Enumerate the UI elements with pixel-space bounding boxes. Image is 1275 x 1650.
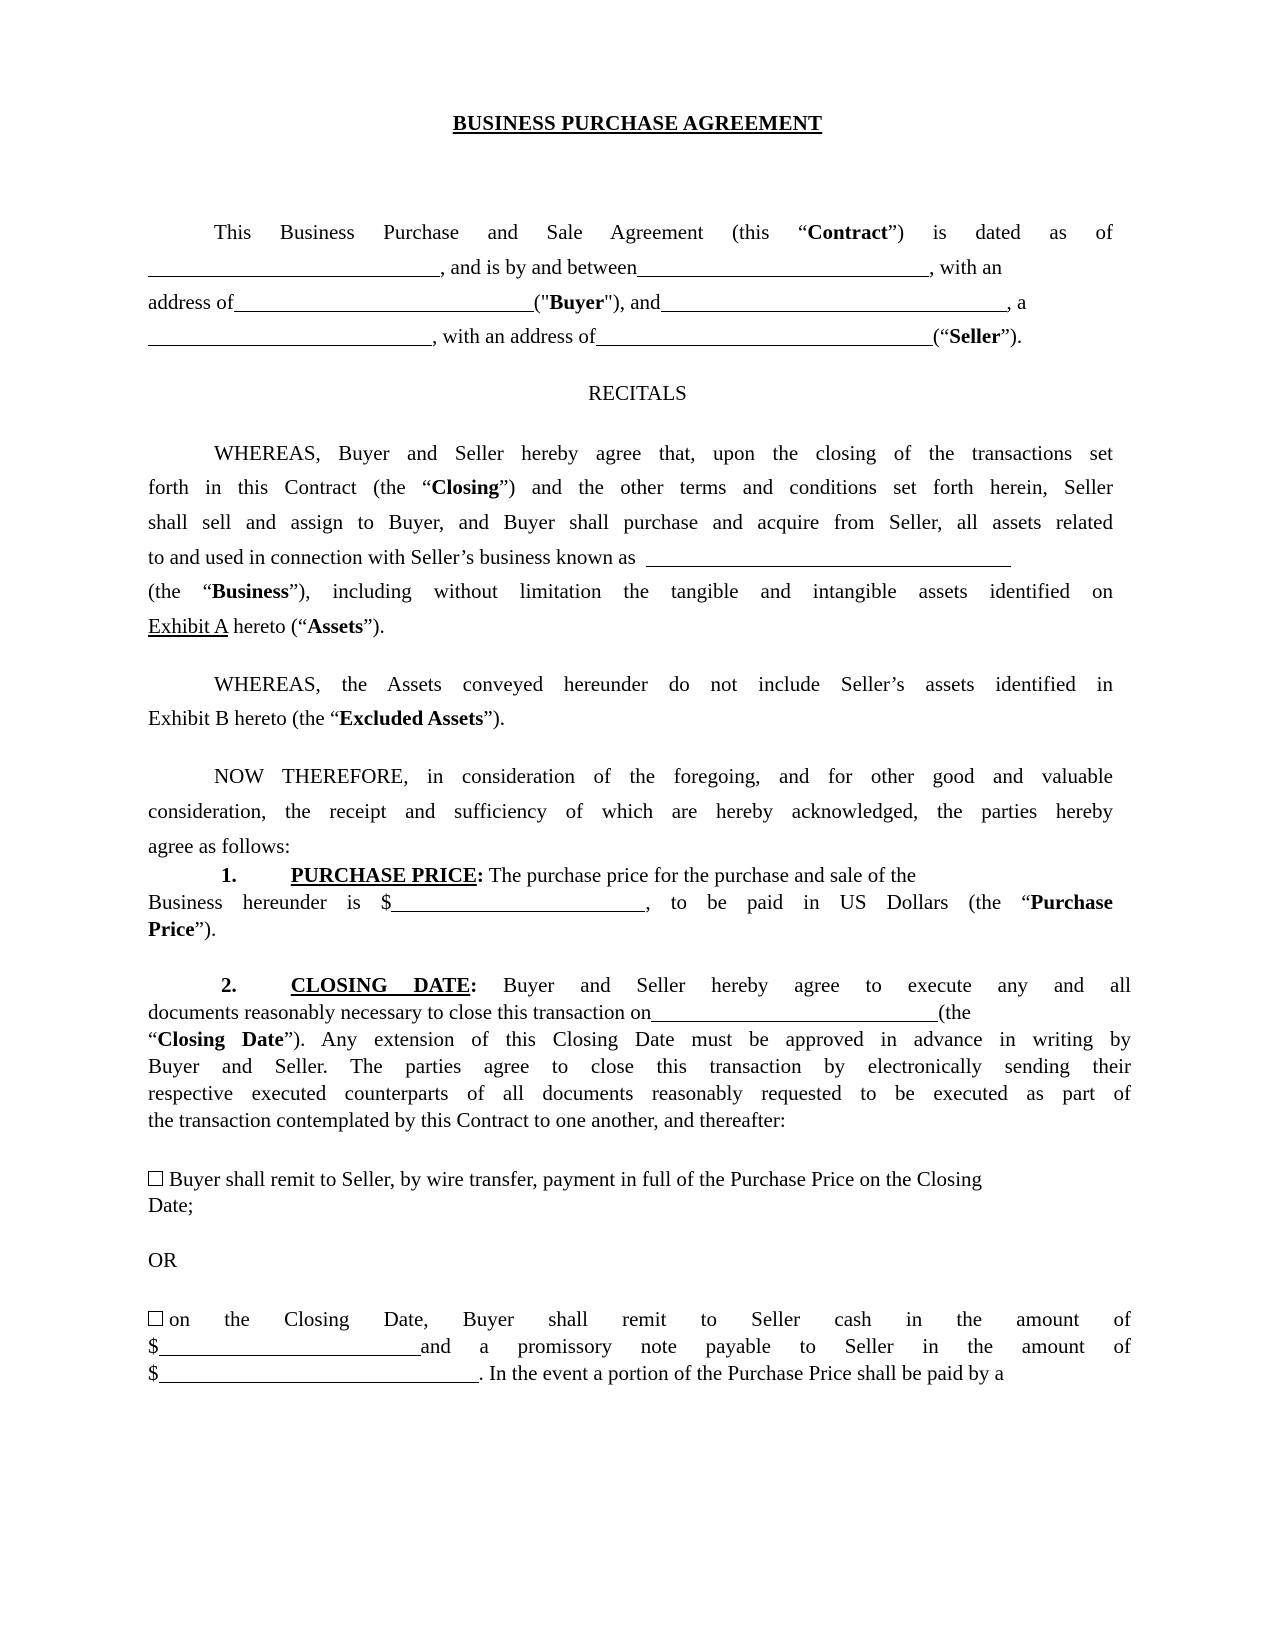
section1-line-1: 1. PURCHASE PRICE: The purchase price for the purchase and sale of the	[221, 863, 917, 887]
now-therefore-line-2: consideration, the receipt and sufficiency of which are hereby acknowledged, the parties hereby	[148, 799, 1113, 823]
option1-line-2: Date;	[148, 1193, 194, 1217]
section2-heading: CLOSING DATE	[290, 973, 471, 997]
section2-line-2: documents reasonably necessary to close this transaction on (the	[148, 1000, 971, 1024]
section1-heading: PURCHASE PRICE	[290, 863, 477, 887]
whereas1-line-6: Exhibit A hereto (“Assets”).	[148, 614, 385, 638]
section2-line-1: 2. CLOSING DATE: Buyer and Seller hereby agree to execute any and all	[221, 973, 1131, 997]
whereas1-line-1: WHEREAS, Buyer and Seller hereby agree that, upon the closing of the transactions set	[214, 441, 1113, 465]
or-text: OR	[148, 1248, 178, 1272]
whereas2-line-2: Exhibit B hereto (the “Excluded Assets”).	[148, 706, 505, 730]
section2-line-3: “Closing Date”). Any extension of this Closing Date must be approved in advance in writing by	[148, 1027, 1131, 1051]
note-amount-blank[interactable]	[159, 1361, 479, 1383]
section2-line-4: Buyer and Seller. The parties agree to close this transaction by electronically sending their	[148, 1054, 1131, 1078]
option1-line-1: Buyer shall remit to Seller, by wire transfer, payment in full of the Purchase Price on the Closing	[148, 1167, 982, 1192]
party-blank[interactable]	[637, 255, 929, 277]
intro-line-2: , and is by and between , with an	[148, 255, 1002, 280]
intro-line-4: , with an address of (“Seller”).	[148, 324, 1022, 349]
section1-number: 1.	[221, 863, 237, 887]
section2-number: 2.	[221, 973, 237, 997]
document-title: BUSINESS PURCHASE AGREEMENT	[452, 111, 823, 135]
option2-checkbox[interactable]	[148, 1311, 163, 1326]
section2-line-6: the transaction contemplated by this Contract to one another, and thereafter:	[148, 1108, 786, 1132]
whereas2-line-1: WHEREAS, the Assets conveyed hereunder do not include Seller’s assets identified in	[214, 672, 1113, 696]
now-therefore-line-1: NOW THEREFORE, in consideration of the foregoing, and for other good and valuable	[214, 764, 1113, 788]
cash-amount-blank[interactable]	[159, 1334, 421, 1356]
purchase-price-blank[interactable]	[391, 890, 645, 912]
option2-line-3: $ . In the event a portion of the Purchase Price shall be paid by a	[148, 1361, 1004, 1385]
business-name-blank[interactable]	[646, 545, 1011, 567]
section2-line-5: respective executed counterparts of all documents reasonably requested to be executed as part of	[148, 1081, 1131, 1105]
closing-date-blank[interactable]	[651, 1000, 938, 1022]
option1-checkbox[interactable]	[148, 1171, 163, 1186]
entity-type-blank[interactable]	[148, 324, 432, 346]
now-therefore-line-3: agree as follows:	[148, 834, 291, 858]
recitals-heading: RECITALS	[588, 381, 687, 405]
section1-line-3: Price”).	[148, 917, 217, 941]
seller-address-blank[interactable]	[596, 324, 933, 346]
whereas1-line-3: shall sell and assign to Buyer, and Buyer shall purchase and acquire from Seller, all assets related	[148, 510, 1113, 534]
section1-line-2: Business hereunder is $ , to be paid in US Dollars (the “Purchase	[148, 890, 1113, 914]
whereas1-line-4: to and used in connection with Seller’s business known as	[148, 545, 1011, 570]
option2-line-2: $ and a promissory note payable to Seller in the amount of	[148, 1334, 1131, 1358]
whereas1-line-5: (the “Business”), including without limitation the tangible and intangible assets identified on	[148, 579, 1113, 603]
intro-line-3: address of ("Buyer"), and , a	[148, 290, 1027, 314]
seller-name-blank[interactable]	[661, 290, 1007, 312]
buyer-address-blank[interactable]	[234, 290, 534, 312]
whereas1-line-2: forth in this Contract (the “Closing”) and the other terms and conditions set forth herein, Seller	[148, 475, 1114, 499]
date-blank[interactable]	[148, 255, 440, 277]
intro-line-1: This Business Purchase and Sale Agreement (this “Contract”) is dated as of	[214, 220, 1113, 244]
option2-line-1: on the Closing Date, Buyer shall remit to Seller cash in the amount of	[148, 1307, 1131, 1332]
